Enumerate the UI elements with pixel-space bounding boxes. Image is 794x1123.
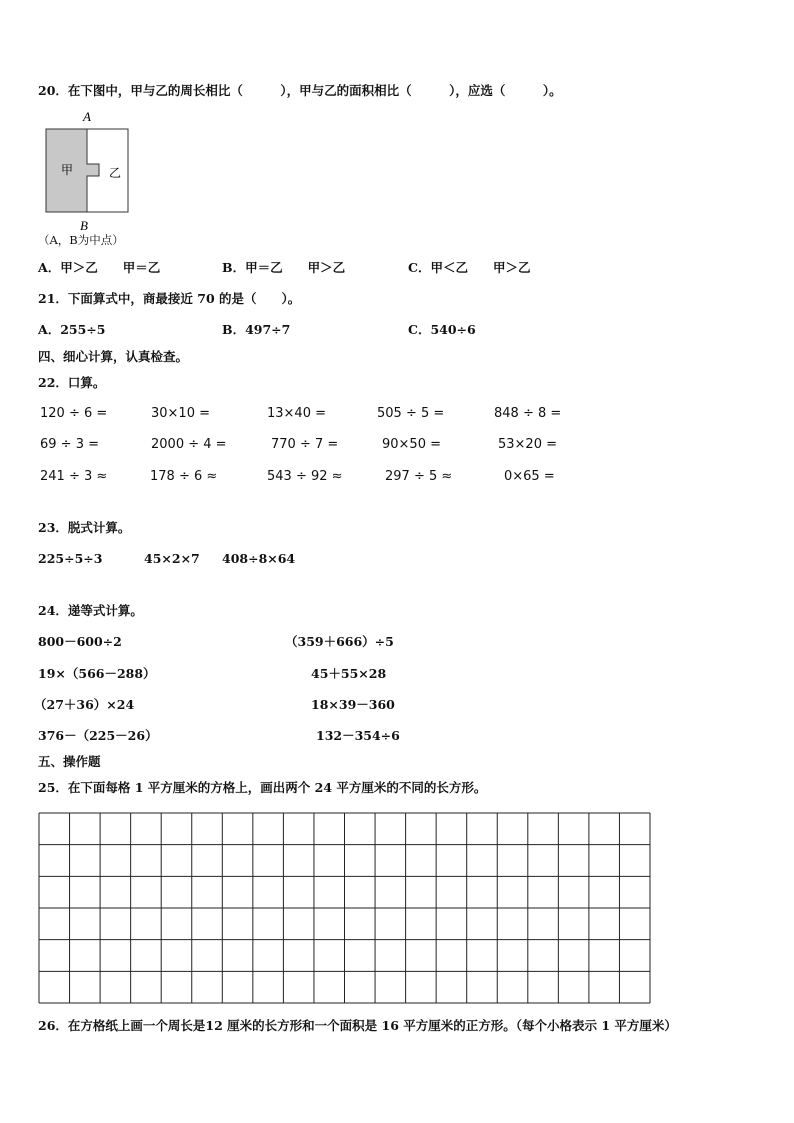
q26-stem: 26．在方格纸上画一个周长是12 厘米的长方形和一个面积是 16 平方厘米的正方形。（每个小格表示 1 平方厘米） (38, 1018, 677, 1033)
q24-title: 24．递等式计算。 (38, 603, 143, 618)
q22-item: 770 ÷ 7 = (271, 437, 339, 452)
q22-item: 53×20 = (498, 437, 558, 452)
q22-item: 90×50 = (382, 437, 442, 452)
figure-caption: （A，B为中点） (38, 233, 124, 247)
section-4-heading: 四、细心计算，认真检查。 (38, 349, 189, 364)
label-jia: 甲 (61, 163, 74, 177)
q22-item: 241 ÷ 3 ≈ (40, 469, 108, 484)
q20-stem: 20．在下图中，甲与乙的周长相比（ ），甲与乙的面积相比（ ），应选（ ）。 (38, 83, 562, 98)
q24-item: 376－（225－26） (38, 728, 158, 743)
q24-item: 800－600÷2 (38, 634, 122, 649)
q22-item: 543 ÷ 92 ≈ (267, 469, 343, 484)
q20-option-c: C．甲＜乙 甲＞乙 (408, 260, 531, 275)
square-grid[interactable] (38, 812, 652, 1005)
q24-item: （27＋36）×24 (34, 697, 135, 712)
label-a: A (83, 109, 91, 124)
q23-title: 23．脱式计算。 (38, 520, 131, 535)
q22-item: 13×40 = (267, 406, 327, 421)
q23-item: 225÷5÷3 (38, 551, 103, 566)
q24-item: （359＋666）÷5 (285, 634, 394, 649)
q21-option-c: C．540÷6 (408, 322, 476, 337)
q22-item: 505 ÷ 5 = (377, 406, 445, 421)
q24-item: 18×39－360 (311, 697, 395, 712)
q21-stem: 21．下面算式中，商最接近 70 的是（ ）。 (38, 291, 301, 306)
label-yi: 乙 (109, 166, 122, 180)
q22-item: 69 ÷ 3 = (40, 437, 99, 452)
section-5-heading: 五、操作题 (38, 754, 101, 769)
q20-figure (30, 108, 140, 250)
q25-stem: 25．在下面每格 1 平方厘米的方格上，画出两个 24 平方厘米的不同的长方形。 (38, 780, 487, 795)
q21-option-b: B．497÷7 (222, 322, 291, 337)
q22-item: 2000 ÷ 4 = (151, 437, 227, 452)
label-b: B (80, 218, 88, 233)
q24-item: 45＋55×28 (311, 666, 387, 681)
q22-item: 0×65 = (504, 469, 555, 484)
q20-option-a: A．甲＞乙 甲＝乙 (38, 260, 161, 275)
q23-item: 408÷8×64 (222, 551, 296, 566)
q20-option-b: B．甲＝乙 甲＞乙 (222, 260, 346, 275)
q23-item: 45×2×7 (144, 551, 200, 566)
q22-item: 120 ÷ 6 = (40, 406, 108, 421)
q22-item: 848 ÷ 8 = (494, 406, 562, 421)
q22-item: 178 ÷ 6 ≈ (150, 469, 218, 484)
q22-item: 30×10 = (151, 406, 211, 421)
q22-title: 22．口算。 (38, 375, 106, 390)
q24-item: 19×（566－288） (38, 666, 156, 681)
q21-option-a: A．255÷5 (38, 322, 106, 337)
q24-item: 132－354÷6 (316, 728, 400, 743)
q22-item: 297 ÷ 5 ≈ (385, 469, 453, 484)
